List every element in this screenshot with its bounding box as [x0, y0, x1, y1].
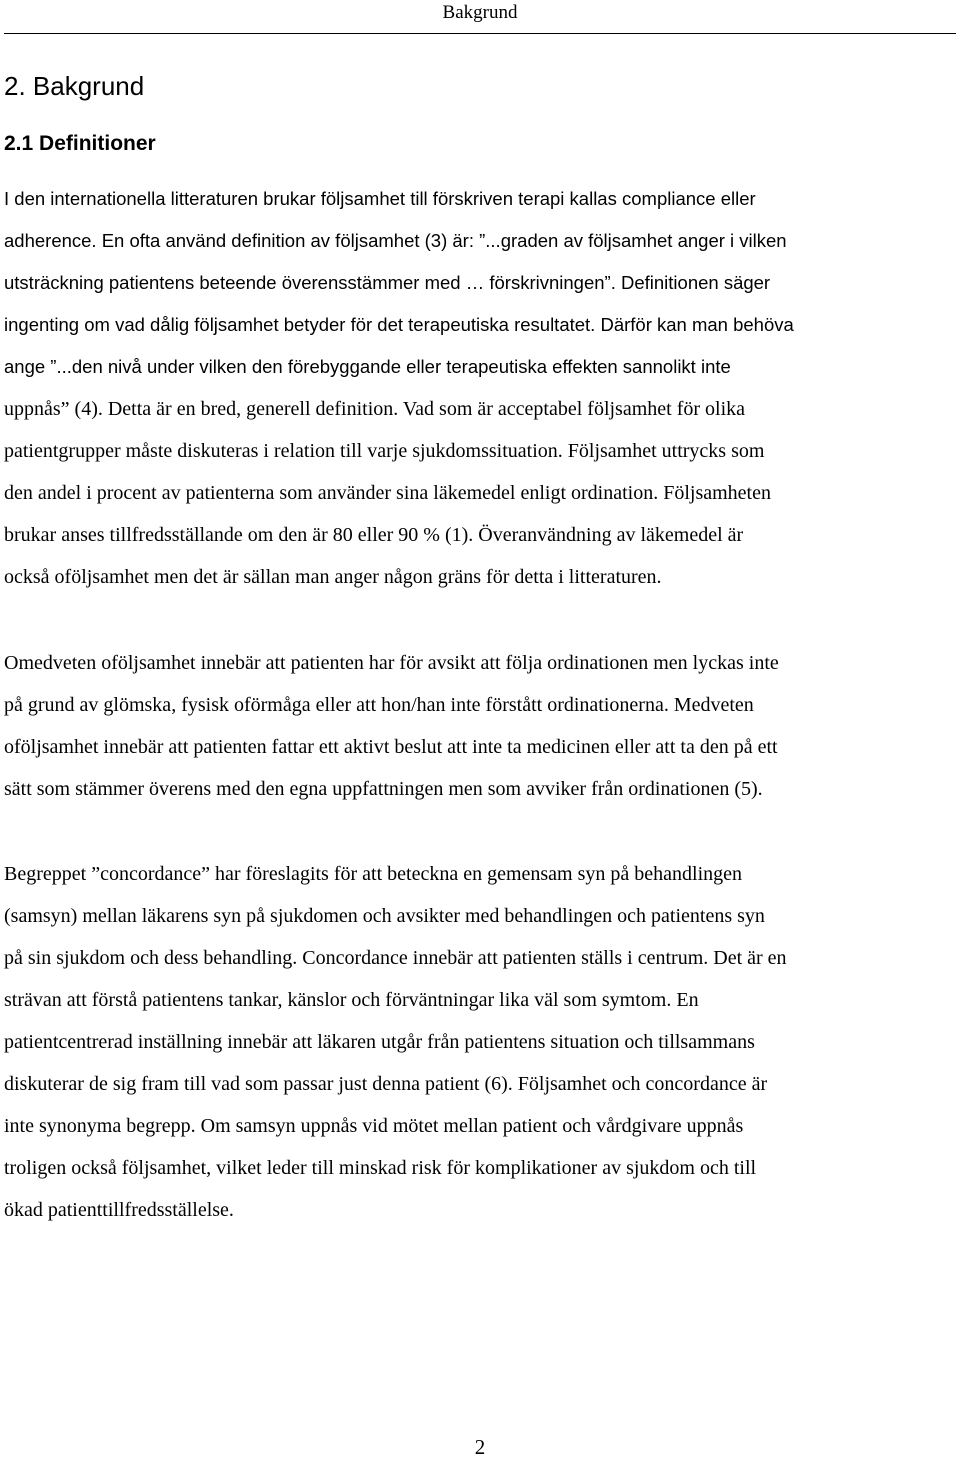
paragraph-line: sätt som stämmer överens med den egna uppfattningen men som avviker från ordinationen (5). [4, 778, 763, 800]
paragraph-line: strävan att förstå patientens tankar, känslor och förväntningar lika väl som symtom. En [4, 989, 699, 1011]
paragraph-line: brukar anses tillfredsställande om den är 80 eller 90 % (1). Överanvändning av läkemedel är [4, 524, 744, 546]
paragraph-line: ingenting om vad dålig följsamhet betyder för det terapeutiska resultatet. Därför kan man behöva [4, 314, 794, 335]
section-heading: 2. Bakgrund [4, 71, 145, 101]
paragraph-line: Begreppet ”concordance” har föreslagits för att beteckna en gemensam syn på behandlingen [4, 863, 743, 885]
paragraph-unintentional-nonadherence [4, 642, 956, 810]
page-number: 2 [474, 1435, 486, 1459]
paragraph-line: utsträckning patientens beteende överensstämmer med … förskrivningen”. Definitionen säger [4, 272, 771, 293]
paragraph-line: Omedveten oföljsamhet innebär att patienten har för avsikt att följa ordinationen men lyckas inte [4, 652, 779, 674]
paragraph-line: ange ”...den nivå under vilken den förebyggande eller terapeutiska effekten sannolikt inte [4, 356, 731, 377]
running-header: Bakgrund [442, 2, 518, 23]
paragraph-line: uppnås” (4). Detta är en bred, generell definition. Vad som är acceptabel följsamhet för olika [4, 398, 746, 420]
paragraph-line: på sin sjukdom och dess behandling. Concordance innebär att patienten ställs i centrum. Det är en [4, 947, 787, 969]
paragraph-line: I den internationella litteraturen brukar följsamhet till förskriven terapi kallas compliance eller [4, 188, 756, 209]
paragraph-line: troligen också följsamhet, vilket leder till minskad risk för komplikationer av sjukdom och till [4, 1157, 757, 1179]
paragraph-line: (samsyn) mellan läkarens syn på sjukdomen och avsikter med behandlingen och patientens syn [4, 905, 765, 927]
paragraph-line: också oföljsamhet men det är sällan man anger någon gräns för detta i litteraturen. [4, 566, 662, 588]
paragraph-line: diskuterar de sig fram till vad som passar just denna patient (6). Följsamhet och concordance är [4, 1073, 768, 1095]
paragraph-line: oföljsamhet innebär att patienten fattar ett aktivt beslut att inte ta medicinen eller att ta den på ett [4, 736, 778, 758]
paragraph-line: patientgrupper måste diskuteras i relation till varje sjukdomssituation. Följsamhet uttrycks som [4, 440, 765, 462]
paragraph-line: adherence. En ofta använd definition av följsamhet (3) är: ”...graden av följsamhet anger i vilken [4, 230, 787, 251]
paragraph-definitions [4, 178, 956, 598]
paragraph-concordance [4, 853, 956, 1231]
header-rule [4, 33, 956, 34]
paragraph-line: på grund av glömska, fysisk oförmåga eller att hon/han inte förstått ordinationerna. Medveten [4, 694, 754, 716]
paragraph-line: inte synonyma begrepp. Om samsyn uppnås vid mötet mellan patient och vårdgivare uppnås [4, 1115, 744, 1137]
paragraph-line: den andel i procent av patienterna som använder sina läkemedel enligt ordination. Följsamheten [4, 482, 771, 504]
paragraph-line: ökad patienttillfredsställelse. [4, 1199, 234, 1221]
paragraph-line: patientcentrerad inställning innebär att läkaren utgår från patientens situation och tillsammans [4, 1031, 755, 1053]
subsection-heading: 2.1 Definitioner [4, 132, 156, 155]
